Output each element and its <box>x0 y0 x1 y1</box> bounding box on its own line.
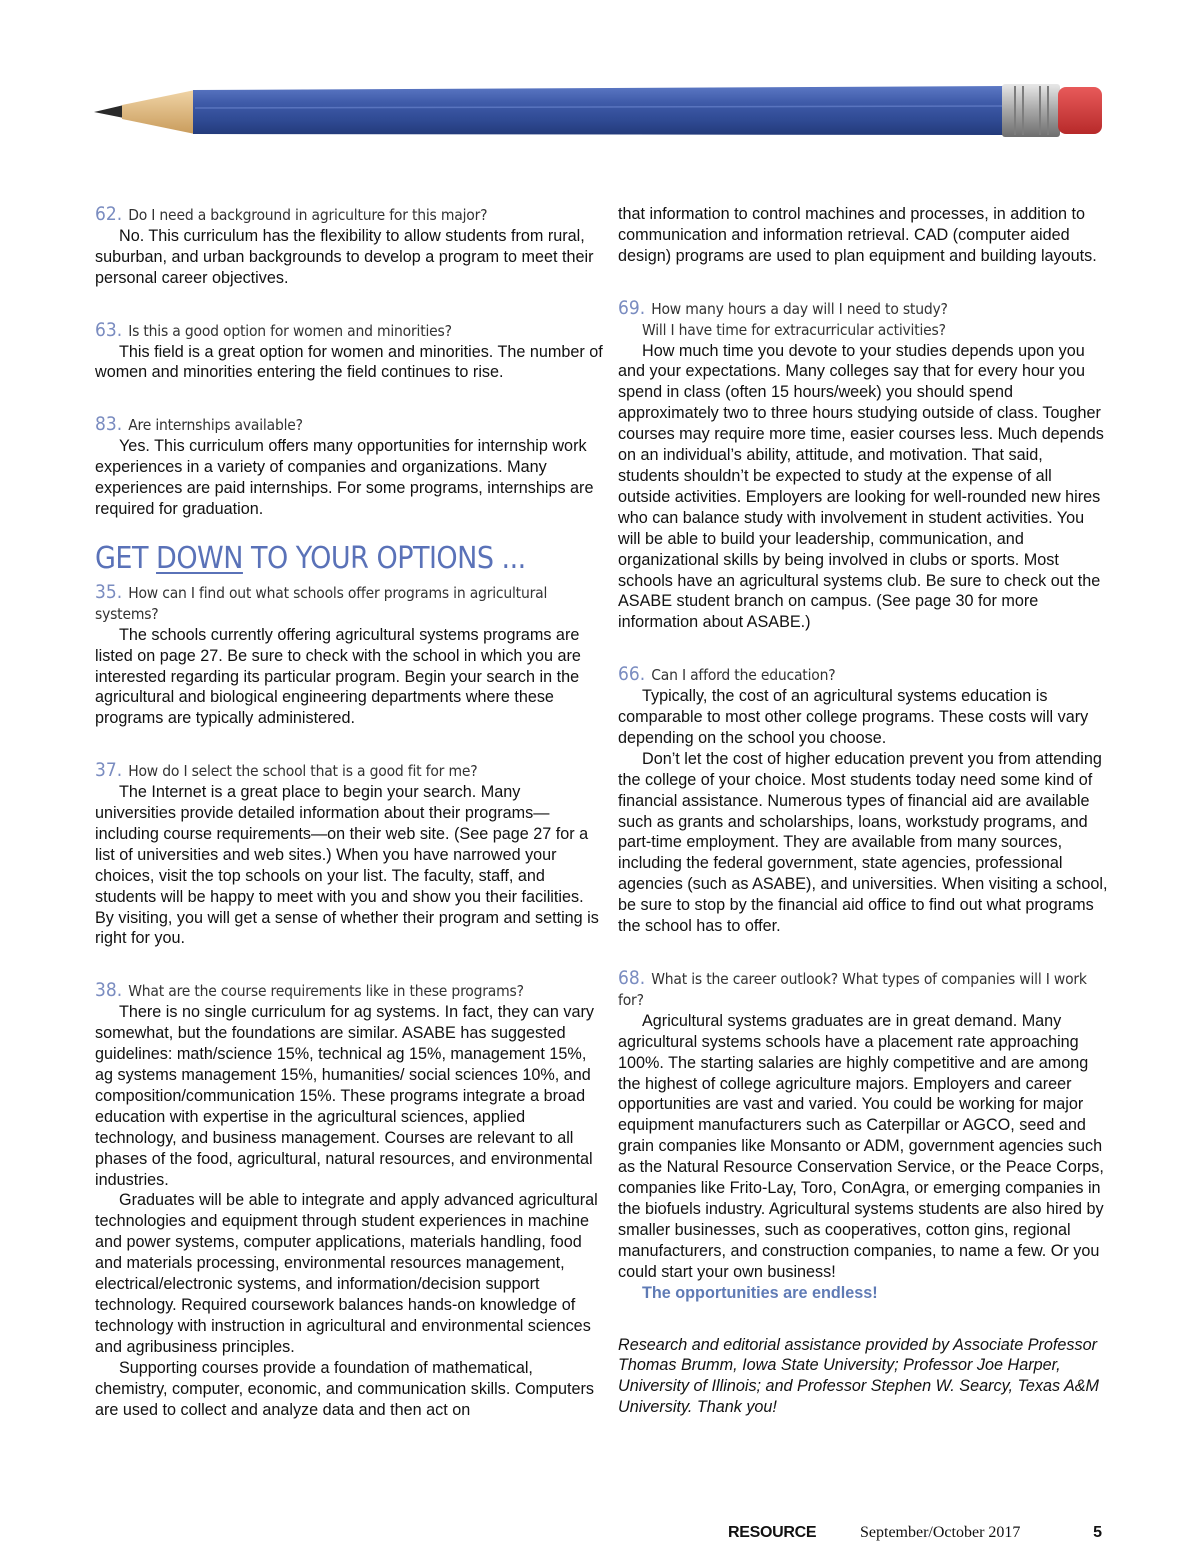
question-text: How do I select the school that is a good fit for me? <box>128 762 478 781</box>
answer-text: No. This curriculum has the flexibility to allow students from rural, suburban, and urban backgrounds to develop a program to meet their personal career objectives. <box>95 226 594 287</box>
answer-text: The schools currently offering agricultural systems programs are listed on page 27. Be sure to check with the school in which you are interested regarding its particular program. Begin your search in the agricultural and biological engineering departments where these programs are typically administered. <box>95 625 581 728</box>
question-text: Is this a good option for women and minorities? <box>128 321 452 340</box>
footer-brand: RESOURCE <box>728 1524 817 1541</box>
section-title-post: TO YOUR OPTIONS ... <box>242 540 526 576</box>
answer-text: Agricultural systems graduates are in great demand. Many agricultural systems schools have a placement rate approaching 100%. The starting salaries are highly competitive and are among the highest of college agriculture majors. Employers and career opportunities are vast and varied. You could be working for major equipment manufacturers such as Caterpillar or AGCO, seed and grain companies like Monsanto or ADM, government agencies such as the Natural Resource Conservation Service, or the Peace Corps, companies like Frito-Lay, Toro, ConAgra, or emerging companies in the biofuels industry. Agricultural systems students are also hired by smaller businesses, such as cooperatives, cotton gins, regional manufacturers, and construction companies, to name a few. Or you could start your own business! <box>618 1011 1104 1281</box>
question-text: Are internships available? <box>128 416 303 435</box>
section-title <box>95 542 605 576</box>
question-number: 68. <box>618 967 646 989</box>
question-text: What are the course requirements like in these programs? <box>128 982 524 1001</box>
question-heading <box>95 320 605 342</box>
question-text-line2: Will I have time for extracurricular activities? <box>642 320 946 339</box>
closing-highlight: The opportunities are endless! <box>642 1283 878 1302</box>
question-number: 66. <box>618 663 646 686</box>
left-column <box>95 204 605 1420</box>
question-heading <box>95 204 605 226</box>
answer-text: Don’t let the cost of higher education prevent you from attending the college of your choice. Most students today need some kind of financial assistance. Numerous types of financial aid are available such as grants and scholarships, loans, workstudy programs, and part-time employment. They are available from many sources, including the federal government, state agencies, professional agencies (such as ASABE), and universities. When visiting a school, be sure to stop by the financial aid office to find out what programs the school has to offer. <box>618 749 1108 936</box>
question-text: Do I need a background in agriculture for this major? <box>128 206 488 224</box>
footer-date: September/October 2017 <box>860 1524 1021 1541</box>
question-heading <box>95 582 605 625</box>
question-number: 63. <box>95 318 123 341</box>
page-footer <box>728 1524 1108 1548</box>
answer-text: How much time you devote to your studies depends upon you and your expectations. Many colleges say that for every hour you spend in class (often 15 hours/week) you should spend approximately two to three hours studying outside of class. Tougher courses may require more time, easier courses less. Much depends on an individual’s ability, attitude, and motivation. That said, students shouldn’t be expected to study at the expense of all outside activities. Employers are looking for well-rounded new hires who can balance study with involvement in student activities. You will be able to build your leadership, communication, and organizational skills by being involved in clubs or sports. Most schools have an agricultural systems club. Be sure to check out the ASABE student branch on campus. (See page 30 for more information about ASABE.) <box>618 341 1104 632</box>
question-text: How can I find out what schools offer programs in agricultural systems? <box>95 583 548 623</box>
section-title-underlined: DOWN <box>156 540 243 576</box>
pencil-icon <box>90 78 1110 148</box>
question-heading <box>95 414 605 436</box>
answer-text: Typically, the cost of an agricultural systems education is comparable to most other college programs. These costs will vary depending on the school you choose. <box>618 687 1089 747</box>
answer-text: The Internet is a great place to begin your search. Many universities provide detailed information about their programs—including course requirements—on their web site. (See page 27 for a list of universities and web sites.) When you have narrowed your choices, visit the top schools on your list. The faculty, staff, and students will be happy to meet with you and show you their facilities. By visiting, you will get a sense of whether their program and setting is right for you. <box>95 783 599 948</box>
question-heading <box>618 968 1108 1011</box>
question-text: What is the career outlook? What types of companies will I work for? <box>618 970 1087 1009</box>
question-text: How many hours a day will I need to study? <box>651 299 948 318</box>
question-heading <box>95 760 605 782</box>
page-number: 5 <box>1093 1524 1102 1541</box>
question-number: 69. <box>618 296 646 319</box>
answer-text: Supporting courses provide a foundation of mathematical, chemistry, computer, economic, and communication skills. Computers are used to collect and analyze data and then act on <box>95 1358 594 1419</box>
question-heading <box>95 980 605 1002</box>
continued-text: that information to control machines and processes, in addition to communication and information retrieval. CAD (computer aided design) programs are used to plan equipment and building layouts. <box>618 205 1097 265</box>
question-number: 38. <box>95 979 123 1002</box>
question-text: Can I afford the education? <box>651 666 836 685</box>
section-title-pre: GET <box>95 540 157 576</box>
answer-text: This field is a great option for women and minorities. The number of women and minorities entering the field continues to rise. <box>95 342 603 382</box>
question-number: 37. <box>95 759 123 782</box>
question-heading <box>618 664 1108 686</box>
answer-text: There is no single curriculum for ag systems. In fact, they can vary somewhat, but the foundations are similar. ASABE has suggested guidelines: math/science 15%, technical ag 15%, management 15%, ag systems management 15%, humanities/ social sciences 10%, and composition/communication 15%. These programs integrate a broad education with expertise in the agricultural sciences, applied technology, and business management. Courses are relevant to all phases of the food, agricultural, natural resources, and environmental industries. <box>95 1003 595 1189</box>
question-number: 83. <box>95 413 123 436</box>
right-column <box>618 204 1108 1418</box>
question-number: 62. <box>95 203 123 225</box>
question-number: 35. <box>95 580 123 603</box>
question-heading <box>618 298 1108 341</box>
answer-text: Yes. This curriculum offers many opportunities for internship work experiences in a variety of companies and organizations. Many experiences are paid internships. For some programs, internships are required for graduation. <box>95 437 594 518</box>
answer-text: Graduates will be able to integrate and apply advanced agricultural technologies and equipment through student experiences in machine and power systems, computer applications, materials handling, food and materials processing, environmental resources management, electrical/electronic systems, and information/decision support technology. Required coursework balances hands-on knowledge of technology with instruction in agricultural and environmental sciences and agribusiness principles. <box>95 1191 598 1356</box>
credits-text: Research and editorial assistance provided by Associate Professor Thomas Brumm, Iowa State University; Professor Joe Harper, University of Illinois; and Professor Stephen W. Searcy, Texas A&M University. Thank you! <box>618 1335 1100 1417</box>
